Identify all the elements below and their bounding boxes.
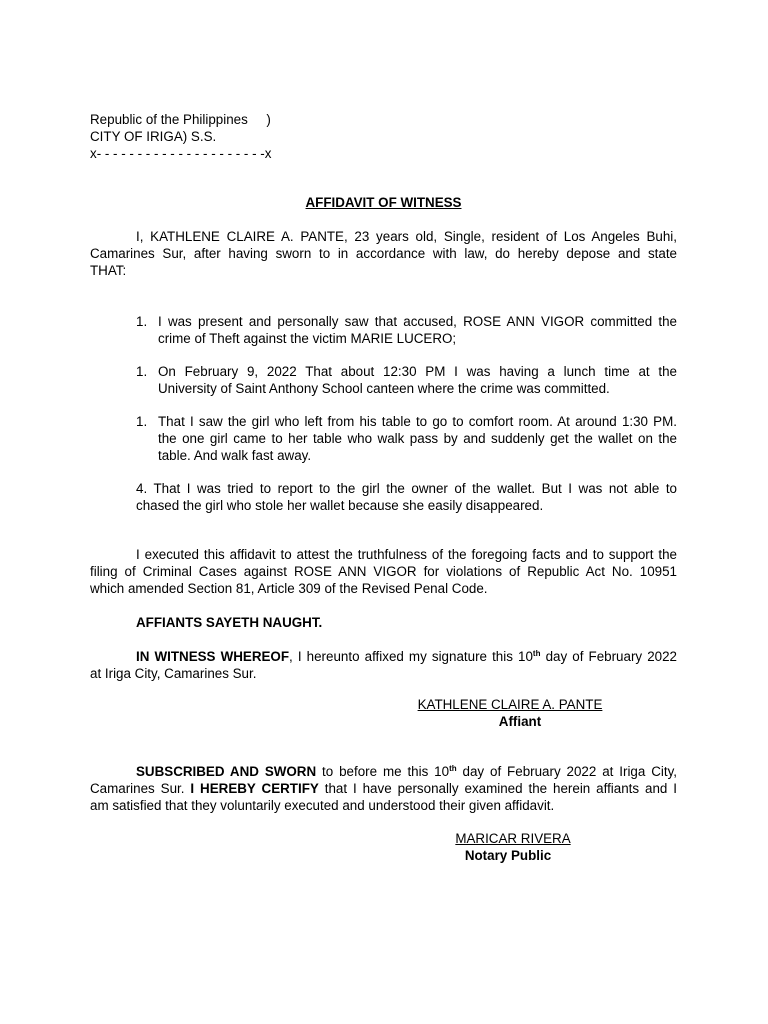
subscribed-ordinal: th bbox=[449, 764, 457, 773]
subscribed-line-1 bbox=[136, 763, 677, 780]
statement-line: the one girl came to her table who walk pass by and suddenly get the wallet on the bbox=[158, 431, 677, 446]
witness-text-b: day of February 2022 bbox=[540, 649, 677, 664]
subscribed-bold: SUBSCRIBED AND SWORN bbox=[136, 764, 317, 779]
statement-item bbox=[0, 363, 768, 397]
subscribed-line-2 bbox=[90, 780, 677, 797]
affiant-role: Affiant bbox=[498, 714, 542, 729]
header-republic: Republic of the Philippines ) bbox=[90, 112, 271, 127]
notary-role: Notary Public bbox=[464, 848, 552, 863]
statement-line: crime of Theft against the victim MARIE LUCERO; bbox=[158, 331, 457, 346]
subscribed-line-3: am satisfied that they voluntarily executed and understood their given affidavit. bbox=[90, 798, 555, 813]
notary-name: MARICAR RIVERA bbox=[455, 831, 571, 846]
statement-line: That I saw the girl who left from his table to go to comfort room. At around 1:30 PM. bbox=[158, 414, 677, 429]
statement-line: I was present and personally saw that accused, ROSE ANN VIGOR committed the bbox=[158, 314, 677, 329]
statement-4-line-1: 4. That I was tried to report to the girl the owner of the wallet. But I was not able to bbox=[136, 481, 677, 496]
header-divider: x- - - - - - - - - - - - - - - - - - - - -x bbox=[90, 146, 272, 161]
affiant-name: KATHLENE CLAIRE A. PANTE bbox=[417, 697, 603, 712]
witness-whereof-bold: IN WITNESS WHEREOF bbox=[136, 649, 290, 664]
intro-line-1: I, KATHLENE CLAIRE A. PANTE, 23 years old, Single, resident of Los Angeles Buhi, bbox=[136, 229, 677, 244]
executed-line-2: filing of Criminal Cases against ROSE ANN VIGOR for violations of Republic Act No. 10951 bbox=[90, 564, 677, 579]
statement-number: 1. bbox=[136, 314, 148, 329]
executed-line-3: which amended Section 81, Article 309 of the Revised Penal Code. bbox=[90, 581, 488, 596]
subscribed-line2-a: Camarines Sur. bbox=[90, 781, 191, 796]
statement-number: 1. bbox=[136, 414, 148, 429]
witness-line-2: at Iriga City, Camarines Sur. bbox=[90, 666, 257, 681]
witness-line-1 bbox=[136, 648, 677, 665]
intro-line-3: THAT: bbox=[90, 263, 127, 278]
statement-item bbox=[0, 413, 768, 464]
intro-line-2: Camarines Sur, after having sworn to in accordance with law, do hereby depose and state bbox=[90, 246, 677, 261]
header-city: CITY OF IRIGA) S.S. bbox=[90, 129, 217, 144]
subscribed-line2-b: that I have personally examined the herein affiants and I bbox=[318, 781, 677, 796]
statement-line: On February 9, 2022 That about 12:30 PM I was having a lunch time at the bbox=[158, 364, 677, 379]
document-title: AFFIDAVIT OF WITNESS bbox=[305, 195, 462, 210]
subscribed-text-a: to before me this 10 bbox=[316, 764, 450, 779]
executed-line-1: I executed this affidavit to attest the truthfulness of the foregoing facts and to support the bbox=[136, 547, 677, 562]
hereby-certify-bold: I HEREBY CERTIFY bbox=[190, 781, 319, 796]
witness-ordinal: th bbox=[532, 649, 541, 658]
witness-text-a: , I hereunto affixed my signature this 10 bbox=[289, 649, 533, 664]
statement-line: table. And walk fast away. bbox=[158, 448, 312, 463]
subscribed-text-b: day of February 2022 at Iriga City, bbox=[456, 764, 677, 779]
affiants-sayeth-naught: AFFIANTS SAYETH NAUGHT. bbox=[136, 615, 323, 630]
statement-number: 1. bbox=[136, 364, 148, 379]
statement-item bbox=[0, 313, 768, 347]
statement-4-line-2: chased the girl who stole her wallet because she easily disappeared. bbox=[136, 498, 544, 513]
statement-line: University of Saint Anthony School canteen where the crime was committed. bbox=[158, 381, 610, 396]
